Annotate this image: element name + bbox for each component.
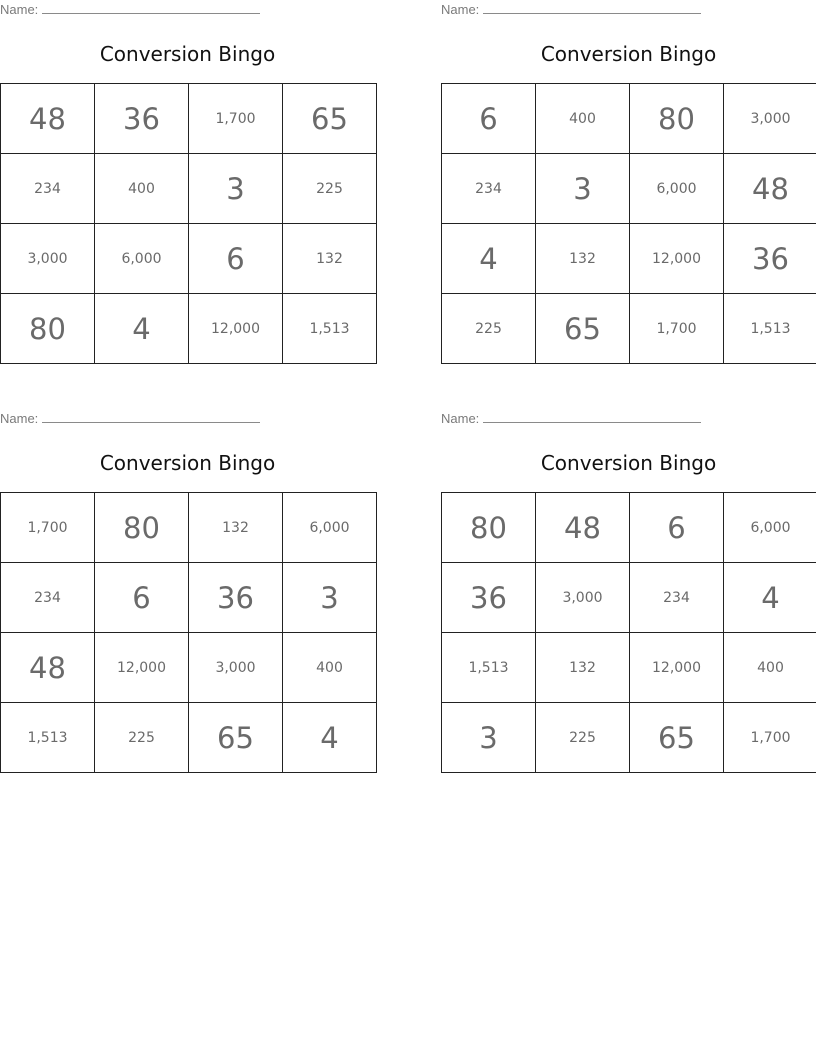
name-field[interactable] (0, 411, 260, 426)
grid-row (442, 493, 816, 563)
bingo-cell: 225 (536, 703, 630, 773)
card-title: Conversion Bingo (540, 42, 717, 66)
bingo-cell: 3 (442, 703, 536, 773)
bingo-cell: 1,700 (724, 703, 816, 773)
bingo-cell: 6,000 (724, 493, 816, 563)
bingo-cell: 6,000 (283, 493, 377, 563)
bingo-cell: 48 (1, 633, 95, 703)
bingo-cell: 4 (95, 294, 189, 364)
bingo-cell: 65 (630, 703, 724, 773)
name-underline (483, 12, 701, 14)
grid-row (442, 154, 816, 224)
bingo-card-1 (0, 0, 375, 370)
grid-row (442, 84, 816, 154)
bingo-cell: 36 (442, 563, 536, 633)
bingo-cell: 234 (1, 154, 95, 224)
bingo-cell: 36 (724, 224, 816, 294)
bingo-cell: 48 (1, 84, 95, 154)
bingo-cell: 6 (630, 493, 724, 563)
name-label: Name: (0, 2, 39, 17)
name-field[interactable] (0, 2, 260, 17)
bingo-cell: 3 (189, 154, 283, 224)
name-label: Name: (0, 411, 39, 426)
card-title: Conversion Bingo (99, 42, 276, 66)
bingo-cell: 6 (442, 84, 536, 154)
bingo-cell: 12,000 (630, 224, 724, 294)
bingo-cell: 80 (442, 493, 536, 563)
bingo-cell: 1,700 (189, 84, 283, 154)
grid-row (1, 703, 377, 773)
bingo-cell: 6,000 (95, 224, 189, 294)
bingo-cell: 1,513 (724, 294, 816, 364)
bingo-cell: 65 (283, 84, 377, 154)
bingo-cell: 36 (95, 84, 189, 154)
bingo-cell: 3,000 (536, 563, 630, 633)
bingo-card-3 (0, 409, 375, 779)
bingo-cell: 3 (283, 563, 377, 633)
name-underline (42, 12, 260, 14)
bingo-cell: 12,000 (95, 633, 189, 703)
bingo-grid (441, 83, 816, 364)
bingo-cell: 3,000 (724, 84, 816, 154)
bingo-cell: 80 (1, 294, 95, 364)
name-label: Name: (441, 411, 480, 426)
bingo-cell: 1,513 (442, 633, 536, 703)
bingo-cell: 48 (724, 154, 816, 224)
bingo-cell: 400 (536, 84, 630, 154)
bingo-cell: 36 (189, 563, 283, 633)
bingo-cell: 6,000 (630, 154, 724, 224)
name-field[interactable] (441, 2, 701, 17)
bingo-cell: 4 (442, 224, 536, 294)
bingo-cell: 234 (1, 563, 95, 633)
bingo-cell: 4 (724, 563, 816, 633)
name-field[interactable] (441, 411, 701, 426)
bingo-cell: 12,000 (630, 633, 724, 703)
bingo-card-2 (441, 0, 816, 370)
bingo-cell: 65 (189, 703, 283, 773)
grid-row (1, 224, 377, 294)
grid-row (442, 703, 816, 773)
bingo-cell: 225 (283, 154, 377, 224)
grid-row (1, 493, 377, 563)
bingo-cell: 225 (442, 294, 536, 364)
bingo-cell: 1,513 (283, 294, 377, 364)
bingo-cell: 3,000 (1, 224, 95, 294)
bingo-grid (441, 492, 816, 773)
grid-row (1, 563, 377, 633)
grid-row (442, 633, 816, 703)
bingo-grid (0, 492, 377, 773)
bingo-cell: 6 (95, 563, 189, 633)
bingo-cell: 132 (283, 224, 377, 294)
bingo-cell: 400 (283, 633, 377, 703)
bingo-cell: 234 (442, 154, 536, 224)
card-title: Conversion Bingo (99, 451, 276, 475)
bingo-cell: 80 (630, 84, 724, 154)
bingo-cell: 3 (536, 154, 630, 224)
bingo-cell: 48 (536, 493, 630, 563)
grid-row (442, 294, 816, 364)
name-underline (42, 421, 260, 423)
bingo-card-4 (441, 409, 816, 779)
bingo-cell: 3,000 (189, 633, 283, 703)
grid-row (1, 84, 377, 154)
bingo-cell: 132 (189, 493, 283, 563)
name-label: Name: (441, 2, 480, 17)
bingo-cell: 80 (95, 493, 189, 563)
grid-row (1, 633, 377, 703)
grid-row (1, 294, 377, 364)
grid-row (442, 224, 816, 294)
bingo-cell: 65 (536, 294, 630, 364)
bingo-cell: 225 (95, 703, 189, 773)
card-title: Conversion Bingo (540, 451, 717, 475)
bingo-cell: 4 (283, 703, 377, 773)
bingo-grid (0, 83, 377, 364)
bingo-cell: 6 (189, 224, 283, 294)
bingo-cell: 132 (536, 633, 630, 703)
grid-row (442, 563, 816, 633)
bingo-cell: 1,513 (1, 703, 95, 773)
bingo-cell: 132 (536, 224, 630, 294)
bingo-cell: 1,700 (630, 294, 724, 364)
bingo-cell: 1,700 (1, 493, 95, 563)
bingo-cell: 234 (630, 563, 724, 633)
bingo-cell: 400 (95, 154, 189, 224)
grid-row (1, 154, 377, 224)
name-underline (483, 421, 701, 423)
bingo-cell: 400 (724, 633, 816, 703)
bingo-cell: 12,000 (189, 294, 283, 364)
